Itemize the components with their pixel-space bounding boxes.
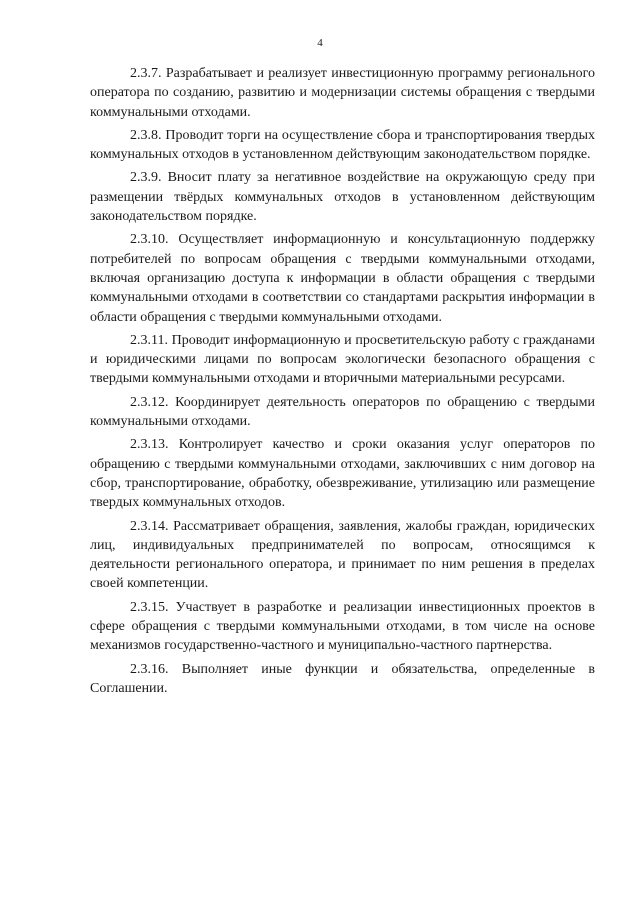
paragraph-text: Участвует в разработке и реализации инвестиционных проектов в сфере обращения с твердыми коммунальными отходами, в том числе на основе механизмов государственно-частного и муниципально-частного партнерства. xyxy=(90,599,596,654)
paragraph-number: 2.3.13. xyxy=(130,437,169,453)
paragraph-2-3-14 xyxy=(90,517,595,594)
paragraph-text: Разрабатывает и реализует инвестиционную программу регионального оператора по созданию, развитию и модернизации системы обращения с твердыми коммунальными отходами. xyxy=(90,66,596,120)
paragraph-2-3-7 xyxy=(90,64,595,122)
paragraph-2-3-13 xyxy=(90,435,595,512)
paragraph-2-3-15 xyxy=(90,598,595,656)
paragraph-text: Рассматривает обращения, заявления, жалобы граждан, юридических лиц, индивидуальных предпринимателей по вопросам, относящимся к деятельности регионального оператора, и принимает по ним решения в пределах своей компетенции. xyxy=(90,518,595,592)
paragraph-2-3-8 xyxy=(90,126,595,165)
paragraph-text: Выполняет иные функции и обязательства, определенные в Соглашении. xyxy=(90,661,596,696)
paragraph-text: Проводит торги на осуществление сбора и транспортирования твердых коммунальных отходов в установленном действующим законодательством порядке. xyxy=(90,127,595,163)
paragraph-number: 2.3.9. xyxy=(130,170,162,186)
paragraph-text: Координирует деятельность операторов по обращению с твердыми коммунальными отходами. xyxy=(90,394,596,430)
paragraph-text: Осуществляет информационную и консультационную поддержку потребителей по вопросам обращения с твердыми коммунальными отходами, включая организацию доступа к информации в области обращения с твердыми коммунальными отходами в соответствии со стандартами раскрытия информации в области обращения с твердыми коммунальными отходами. xyxy=(90,232,595,325)
paragraph-number: 2.3.16. xyxy=(130,661,169,677)
paragraph-2-3-11 xyxy=(90,331,595,389)
paragraph-text: Вносит плату за негативное воздействие на окружающую среду при размещении твёрдых коммунальных отходов в установленном действующим законодательством порядке. xyxy=(90,170,595,225)
paragraph-2-3-16 xyxy=(90,660,595,699)
paragraph-number: 2.3.12. xyxy=(130,394,169,410)
page-number: 4 xyxy=(317,37,323,49)
paragraph-number: 2.3.11. xyxy=(130,332,168,348)
paragraph-number: 2.3.15. xyxy=(130,599,169,615)
paragraph-number: 2.3.8. xyxy=(130,127,162,143)
paragraph-number: 2.3.14. xyxy=(130,518,169,534)
paragraph-number: 2.3.7. xyxy=(130,66,162,81)
paragraph-text: Контролирует качество и сроки оказания услуг операторов по обращению с твердыми коммунальными отходами, заключивших с ним договор на сбор, транспортирование, обработку, обезвреживание, утилизацию или размещение твердых коммунальных отходов. xyxy=(90,437,595,511)
paragraph-number: 2.3.10. xyxy=(130,232,169,248)
paragraph-text: Проводит информационную и просветительскую работу с гражданами и юридическими лицами по вопросам экологически безопасного обращения с твердыми коммунальными отходами и вторичными материальными ресурсами. xyxy=(90,332,596,387)
paragraph-2-3-10 xyxy=(90,230,595,326)
paragraph-2-3-12 xyxy=(90,393,595,432)
paragraph-2-3-9 xyxy=(90,168,595,226)
document-body xyxy=(90,64,595,702)
